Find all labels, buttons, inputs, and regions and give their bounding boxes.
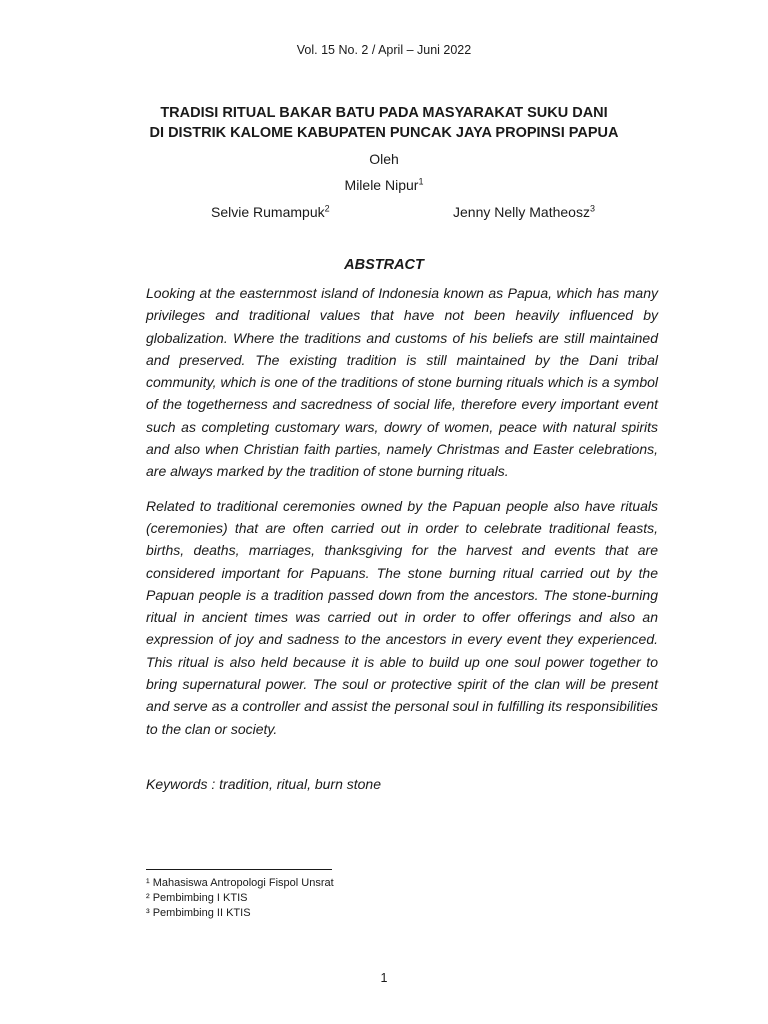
footnote-divider xyxy=(146,869,332,870)
keywords: Keywords : tradition, ritual, burn stone xyxy=(146,776,382,792)
main-author-name: Milele Nipur xyxy=(344,177,419,193)
page-number: 1 xyxy=(380,971,388,985)
paper-title-line-1: TRADISI RITUAL BAKAR BATU PADA MASYARAKAT SUKU DANI xyxy=(160,105,608,121)
footnotes xyxy=(146,876,334,921)
paper-title-line-2: DI DISTRIK KALOME KABUPATEN PUNCAK JAYA PROPINSI PAPUA xyxy=(149,125,619,141)
second-author xyxy=(211,204,330,220)
abstract-body xyxy=(146,282,658,752)
abstract-paragraph-2: Related to traditional ceremonies owned by the Papuan people also have rituals (ceremonies) that are often carried out in order to celebrate traditional feasts, births, deaths, marriages, thanksgiving for the harvest and events that are considered important for Papuans. The stone burning ritual carried out by the Papuan people is a tradition passed down from the ancestors. The stone-burning ritual in ancient times was carried out in order to offer offerings and also an expression of joy and sadness to the ancestors in every event they experienced. This ritual is also held because it is able to build up one soul power together to bring supernatural power. The soul or protective spirit of the clan will be present and serve as a controller and assist the personal soul in fulfilling its responsibilities to the clan or society. xyxy=(146,497,658,737)
second-author-footnote-mark: 2 xyxy=(324,203,330,214)
second-author-name: Selvie Rumampuk xyxy=(211,204,325,220)
third-author-footnote-mark: 3 xyxy=(589,203,595,214)
journal-volume-header: Vol. 15 No. 2 / April – Juni 2022 xyxy=(296,43,472,57)
byline-oleh: Oleh xyxy=(369,151,399,167)
paper-title xyxy=(0,103,768,143)
main-author xyxy=(0,177,768,193)
abstract-paragraph-1: Looking at the easternmost island of Indonesia known as Papua, which has many privileges and traditional values that have not been heavily influenced by globalization. Where the traditions and customs of his beliefs are still maintained and preserved. The existing tradition is still maintained by the Dani tribal community, which is one of the traditions of stone burning rituals which is a symbol of the togetherness and sacredness of social life, therefore every important event such as completing customary wars, dowry of women, peace with natural spirits and also when Christian faith parties, namely Christmas and Easter celebrations, are always marked by the tradition of stone burning rituals. xyxy=(146,285,658,480)
third-author xyxy=(453,204,595,220)
footnote-3: ³ Pembimbing II KTIS xyxy=(146,907,251,919)
main-author-footnote-mark: 1 xyxy=(418,176,424,187)
footnote-2: ² Pembimbing I KTIS xyxy=(146,892,248,904)
footnote-1: ¹ Mahasiswa Antropologi Fispol Unsrat xyxy=(146,877,334,889)
third-author-name: Jenny Nelly Matheosz xyxy=(453,204,590,220)
abstract-heading: ABSTRACT xyxy=(344,257,424,273)
